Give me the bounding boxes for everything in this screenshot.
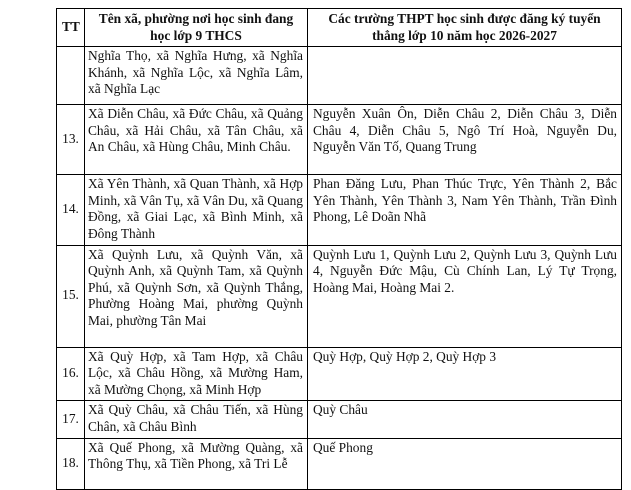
table-row — [57, 105, 622, 175]
row-number: 15. — [57, 245, 85, 347]
table-row — [57, 47, 622, 105]
ward-cell: Nghĩa Thọ, xã Nghĩa Hưng, xã Nghĩa Khánh, xã Nghĩa Lộc, xã Nghĩa Lâm, xã Nghĩa Lạc — [85, 47, 308, 105]
school-cell: Phan Đăng Lưu, Phan Thúc Trực, Yên Thành 2, Bắc Yên Thành, Yên Thành 3, Nam Yên Thành, Trần Đình Phong, Lê Doãn Nhã — [308, 175, 622, 245]
ward-cell: Xã Diễn Châu, xã Đức Châu, xã Quảng Châu, xã Hải Châu, xã Tân Châu, xã An Châu, xã Hùng Châu, Minh Châu. — [85, 105, 308, 175]
ward-cell: Xã Yên Thành, xã Quan Thành, xã Hợp Minh, xã Vân Tụ, xã Vân Du, xã Quang Đồng, xã Giai Lạc, xã Bình Minh, xã Đông Thành — [85, 175, 308, 245]
table-row — [57, 347, 622, 401]
school-cell: Quỳnh Lưu 1, Quỳnh Lưu 2, Quỳnh Lưu 3, Quỳnh Lưu 4, Nguyễn Đức Mậu, Cù Chính Lan, Lý Tự Trọng, Hoàng Mai, Hoàng Mai 2. — [308, 245, 622, 347]
ward-cell: Xã Quỳ Hợp, xã Tam Hợp, xã Châu Lộc, xã Châu Hồng, xã Mường Ham, xã Mường Chọng, xã Minh Hợp — [85, 347, 308, 401]
row-number: 17. — [57, 401, 85, 438]
school-cell: Nguyễn Xuân Ôn, Diễn Châu 2, Diễn Châu 3, Diễn Châu 4, Diễn Châu 5, Ngô Trí Hoà, Nguyễn Du, Nguyễn Văn Tố, Quang Trung — [308, 105, 622, 175]
row-number: 14. — [57, 175, 85, 245]
header-row — [57, 9, 622, 47]
school-cell: Quỳ Châu — [308, 401, 622, 438]
ward-cell: Xã Quế Phong, xã Mường Quàng, xã Thông Thụ, xã Tiền Phong, xã Tri Lễ — [85, 438, 308, 489]
school-cell: Quế Phong — [308, 438, 622, 489]
header-ward: Tên xã, phường nơi học sinh đang học lớp 9 THCS — [85, 9, 308, 47]
school-cell: Quỳ Hợp, Quỳ Hợp 2, Quỳ Hợp 3 — [308, 347, 622, 401]
ward-cell: Xã Quỳ Châu, xã Châu Tiến, xã Hùng Chân, xã Châu Bình — [85, 401, 308, 438]
ward-cell: Xã Quỳnh Lưu, xã Quỳnh Văn, xã Quỳnh Anh, xã Quỳnh Tam, xã Quỳnh Phú, xã Quỳnh Sơn, xã Quỳnh Thắng, Phường Hoàng Mai, phường Quỳnh Mai, phường Tân Mai — [85, 245, 308, 347]
table-row — [57, 401, 622, 438]
table-row — [57, 245, 622, 347]
table-row — [57, 438, 622, 489]
row-number: 13. — [57, 105, 85, 175]
school-cell — [308, 47, 622, 105]
header-school: Các trường THPT học sinh được đăng ký tuyển thẳng lớp 10 năm học 2026-2027 — [308, 9, 622, 47]
table-row — [57, 175, 622, 245]
header-tt: TT — [57, 9, 85, 47]
row-number: 18. — [57, 438, 85, 489]
row-number — [57, 47, 85, 105]
row-number: 16. — [57, 347, 85, 401]
table-header — [57, 9, 622, 47]
school-admission-table — [56, 8, 622, 490]
table-body — [57, 47, 622, 489]
